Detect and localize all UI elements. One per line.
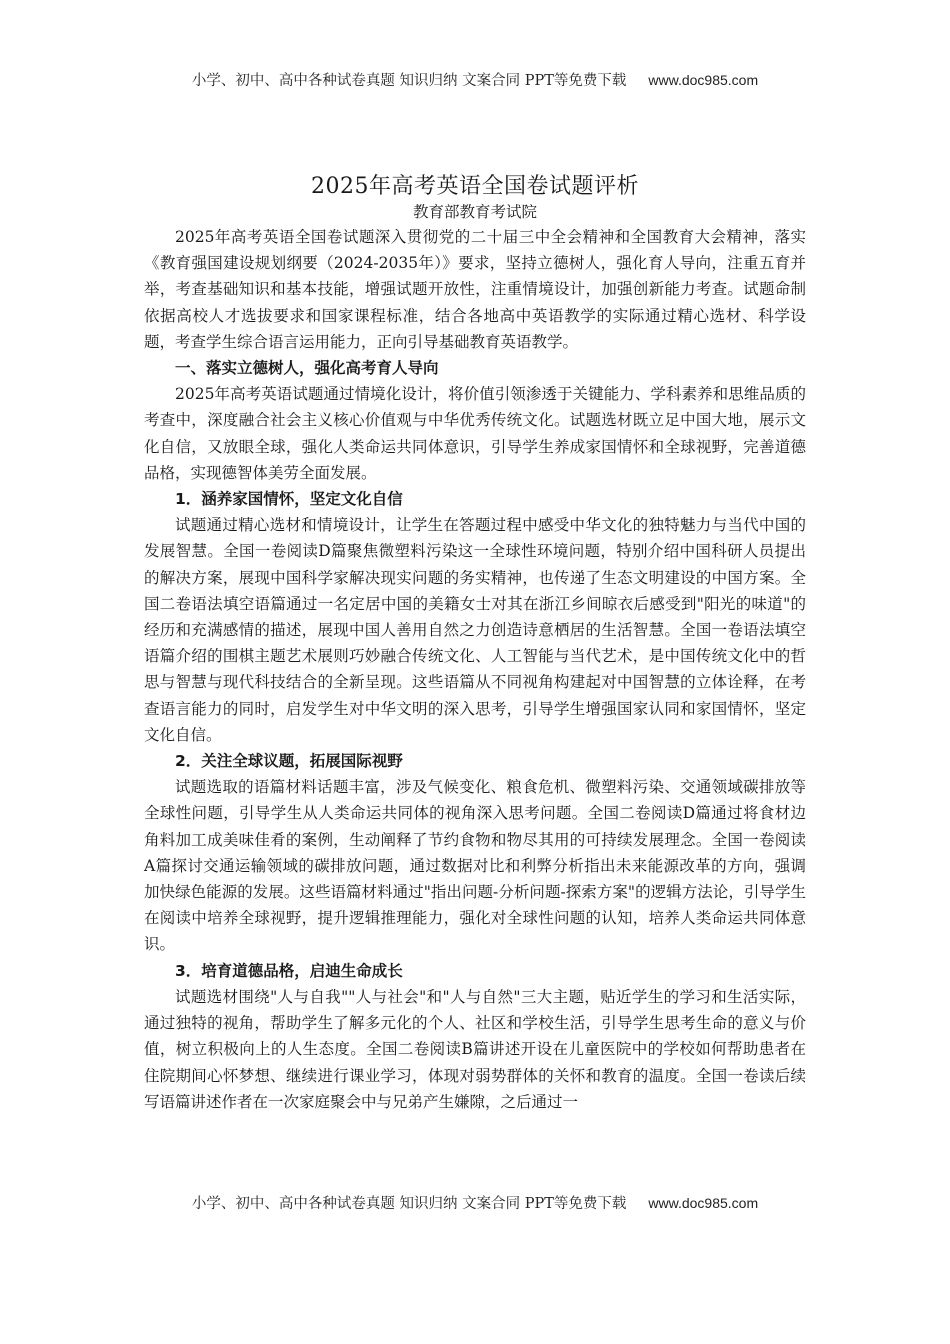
section-1-paragraph: 2025年高考英语试题通过情境化设计，将价值引领渗透于关键能力、学科素养和思维品质的考查中，深度融合社会主义核心价值观与中华优秀传统文化。试题选材既立足中国大地，展示文化自信，又放眼全球，强化人类命运共同体意识，引导学生养成家国情怀和全球视野，完善道德品格，实现德智体美劳全面发展。 [144,385,806,482]
document-body [144,224,806,1115]
subsection-1-heading: 1．涵养家国情怀，坚定文化自信 [175,490,403,509]
subsection-3-heading: 3．培育道德品格，启迪生命成长 [175,961,403,980]
intro-paragraph: 2025年高考英语全国卷试题深入贯彻党的二十届三中全会精神和全国教育大会精神，落实《教育强国建设规划纲要（2024-2035年）》要求，坚持立德树人，强化育人导向，注重五育并举，考查基础知识和基本技能，增强试题开放性，注重情境设计，加强创新能力考查。试题命制依据高校人才选拔要求和国家课程标准，结合各地高中英语教学的实际通过精心选材、科学设题，考查学生综合语言运用能力，正向引导基础教育英语教学。 [144,228,806,351]
header-banner [0,69,950,90]
header-banner-site: www.doc985.com [648,72,759,88]
footer-banner-text: 小学、初中、高中各种试卷真题 知识归纳 文案合同 PPT等免费下载 [191,1196,627,1212]
section-1-heading: 一、落实立德树人，强化高考育人导向 [175,359,439,378]
subsection-3-paragraph: 试题选材围绕"人与自我""人与社会"和"人与自然"三大主题，贴近学生的学习和生活实际，通过独特的视角，帮助学生了解多元化的个人、社区和学校生活，引导学生思考生命的意义与价值，树立积极向上的人生态度。全国二卷阅读B篇讲述开设在儿童医院中的学校如何帮助患者在住院期间心怀梦想、继续进行课业学习，体现对弱势群体的关怀和教育的温度。全国一卷读后续写语篇讲述作者在一次家庭聚会中与兄弟产生嫌隙，之后通过一 [144,987,806,1111]
document-author: 教育部教育考试院 [412,203,537,221]
footer-banner-site: www.doc985.com [648,1195,759,1211]
header-banner-text: 小学、初中、高中各种试卷真题 知识归纳 文案合同 PPT等免费下载 [191,73,627,89]
subsection-2-paragraph: 试题选取的语篇材料话题丰富，涉及气候变化、粮食危机、微塑料污染、交通领域碳排放等全球性问题，引导学生从人类命运共同体的视角深入思考问题。全国二卷阅读D篇通过将食材边角料加工成美味佳肴的案例，生动阐释了节约食物和物尽其用的可持续发展理念。全国一卷阅读A篇探讨交通运输领域的碳排放问题，通过数据对比和利弊分析指出未来能源改革的方向，强调加快绿色能源的发展。这些语篇材料通过"指出问题-分析问题-探索方案"的逻辑方法论，引导学生在阅读中培养全球视野，提升逻辑推理能力，强化对全球性问题的认知，培养人类命运共同体意识。 [144,778,806,954]
subsection-1-paragraph: 试题通过精心选材和情境设计，让学生在答题过程中感受中华文化的独特魅力与当代中国的发展智慧。全国一卷阅读D篇聚焦微塑料污染这一全球性环境问题，特别介绍中国科研人员提出的解决方案，展现中国科学家解决现实问题的务实精神，也传递了生态文明建设的中国方案。全国二卷语法填空语篇通过一名定居中国的美籍女士对其在浙江乡间晾衣后感受到"阳光的味道"的经历和充满感情的描述，展现中国人善用自然之力创造诗意栖居的生活智慧。全国一卷语法填空语篇介绍的围棋主题艺术展则巧妙融合传统文化、人工智能与当代艺术，是中国传统文化中的哲思与智慧与现代科技结合的全新呈现。这些语篇从不同视角构建起对中国智慧的立体诠释，在考查语言能力的同时，启发学生对中华文明的深入思考，引导学生增强国家认同和家国情怀，坚定文化自信。 [144,516,806,744]
footer-banner [0,1192,950,1213]
subsection-2-heading: 2．关注全球议题，拓展国际视野 [175,752,403,771]
document-title: 2025年高考英语全国卷试题评析 [311,173,639,199]
